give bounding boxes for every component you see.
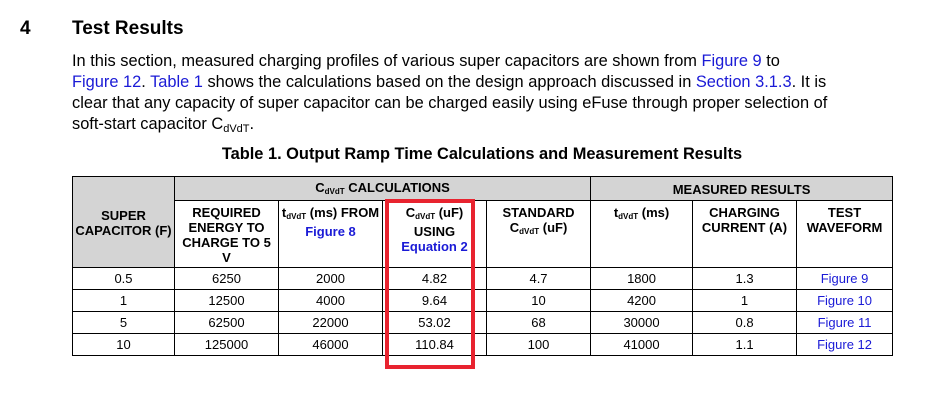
link-waveform[interactable]: Figure 10 <box>817 293 872 308</box>
cell-measured-tdvdt: 41000 <box>591 334 693 356</box>
cell-measured-tdvdt: 4200 <box>591 290 693 312</box>
table-row <box>73 290 893 312</box>
header-standard-cdvdt: STANDARD $C_{dVdT}$ (uF) <box>487 201 591 268</box>
section-number: 4 <box>20 18 31 39</box>
cell-energy: 62500 <box>175 312 279 334</box>
link-equation-2[interactable]: Equation 2 <box>401 239 468 254</box>
intro-paragraph: In this section, measured charging profiles of various super capacitors are shown from Figure 9 to Figure 12. Table 1 shows the calculations based on the design approach discussed in Section 3.1.3. It is clear that any capacity of super capacitor can be charged easily using eFuse through proper selection of soft-start capacitor CdVdT. <box>72 52 828 135</box>
cell-energy: 12500 <box>175 290 279 312</box>
link-figure-12[interactable]: Figure 12 <box>72 73 142 91</box>
header-required-energy: REQUIRED ENERGY TO CHARGE TO 5 V <box>175 201 279 268</box>
link-waveform[interactable]: Figure 9 <box>820 271 869 286</box>
cell-energy: 125000 <box>175 334 279 356</box>
link-waveform[interactable]: Figure 11 <box>817 315 872 330</box>
cell-standard: 100 <box>487 334 591 356</box>
link-table-1[interactable]: Table 1 <box>150 73 203 91</box>
cell-tdvdt: 46000 <box>279 334 383 356</box>
cell-waveform <box>797 334 893 356</box>
cell-measured-tdvdt: 1800 <box>591 268 693 290</box>
cell-measured-tdvdt: 30000 <box>591 312 693 334</box>
header-measured-group: MEASURED RESULTS <box>591 177 893 201</box>
table-caption: Table 1. Output Ramp Time Calculations and Measurement Results <box>221 145 743 163</box>
cell-cdvdt: 4.82 <box>383 268 487 290</box>
cell-energy: 6250 <box>175 268 279 290</box>
cell-current: 1.3 <box>693 268 797 290</box>
cell-capacitor: 0.5 <box>73 268 175 290</box>
cell-capacitor: 10 <box>73 334 175 356</box>
header-measured-tdvdt: $t_{dVdT}$ (ms) <box>591 201 693 268</box>
cell-waveform <box>797 290 893 312</box>
link-waveform[interactable]: Figure 12 <box>817 337 872 352</box>
results-table <box>72 176 893 356</box>
table-row <box>73 268 893 290</box>
cell-waveform <box>797 312 893 334</box>
cell-capacitor: 5 <box>73 312 175 334</box>
cell-current: 1 <box>693 290 797 312</box>
cell-current: 0.8 <box>693 312 797 334</box>
cell-standard: 10 <box>487 290 591 312</box>
table-row <box>73 334 893 356</box>
link-figure-9[interactable]: Figure 9 <box>701 52 762 70</box>
cell-cdvdt: 9.64 <box>383 290 487 312</box>
header-super-capacitor: SUPER CAPACITOR (F) <box>73 177 175 268</box>
cell-tdvdt: 4000 <box>279 290 383 312</box>
cell-capacitor: 1 <box>73 290 175 312</box>
cell-tdvdt: 22000 <box>279 312 383 334</box>
header-test-waveform: TEST WAVEFORM <box>797 201 893 268</box>
cell-standard: 68 <box>487 312 591 334</box>
cell-cdvdt: 53.02 <box>383 312 487 334</box>
header-calculations-group: $C_{dVdT}$ CALCULATIONS <box>175 177 591 201</box>
header-tdvdt-from: $t_{dVdT}$ (ms) FROM Figure 8 <box>279 201 383 268</box>
header-cdvdt-using: $C_{dVdT}$ (uF) USING Equation 2 <box>383 201 487 268</box>
link-section-3-1-3[interactable]: Section 3.1.3 <box>695 73 792 91</box>
cell-tdvdt: 2000 <box>279 268 383 290</box>
section-title: Test Results <box>72 18 184 39</box>
cell-current: 1.1 <box>693 334 797 356</box>
cell-waveform <box>797 268 893 290</box>
cell-cdvdt: 110.84 <box>383 334 487 356</box>
header-charging-current: CHARGING CURRENT (A) <box>693 201 797 268</box>
link-figure-8[interactable]: Figure 8 <box>305 224 356 239</box>
table-row <box>73 312 893 334</box>
cell-standard: 4.7 <box>487 268 591 290</box>
